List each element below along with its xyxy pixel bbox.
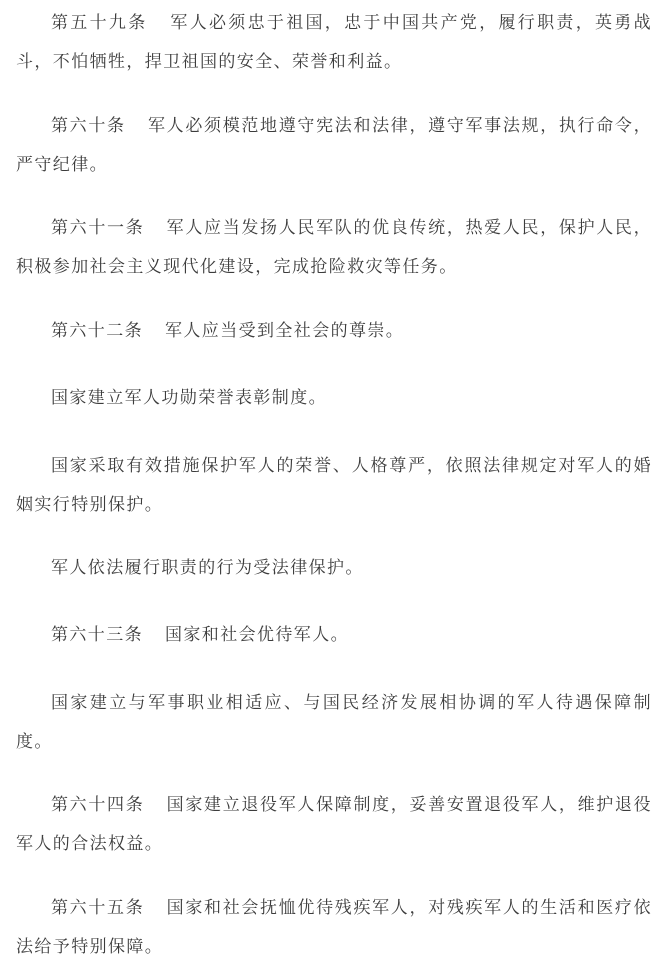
article-label: 第六十二条: [51, 321, 143, 341]
article-text: 军人必须模范地遵守宪法和法律，遵守军事法规，执行命令，严守纪律。: [16, 116, 652, 175]
clause-paragraph: [16, 549, 652, 588]
article-61-paragraph: [16, 209, 652, 287]
article-text: 国家建立退役军人保障制度，妥善安置退役军人，维护退役军人的合法权益。: [16, 795, 652, 854]
article-text: 军人应当受到全社会的尊崇。: [165, 321, 405, 341]
clause-paragraph: [16, 447, 652, 525]
article-63-paragraph: [16, 616, 652, 655]
article-64-paragraph: [16, 786, 652, 864]
article-text: 军人必须忠于祖国，忠于中国共产党，履行职责，英勇战斗，不怕牺牲，捍卫祖国的安全、荣誉和利益。: [16, 13, 652, 72]
article-label: 第六十四条: [51, 795, 145, 815]
clause-text: 国家建立与军事职业相适应、与国民经济发展相协调的军人待遇保障制度。: [16, 693, 652, 752]
article-text: 国家和社会抚恤优待残疾军人，对残疾军人的生活和医疗依法给予特别保障。: [16, 898, 652, 957]
clause-text: 军人依法履行职责的行为受法律保护。: [51, 558, 364, 578]
article-label: 第六十条: [51, 116, 126, 136]
clause-text: 国家采取有效措施保护军人的荣誉、人格尊严，依照法律规定对军人的婚姻实行特别保护。: [16, 456, 652, 515]
article-65-paragraph: [16, 889, 652, 967]
clause-paragraph: [16, 684, 652, 762]
clause-text: 国家建立军人功勋荣誉表彰制度。: [51, 388, 327, 408]
article-60-paragraph: [16, 107, 652, 185]
article-text: 军人应当发扬人民军队的优良传统，热爱人民，保护人民，积极参加社会主义现代化建设，完成抢险救灾等任务。: [16, 218, 652, 277]
clause-paragraph: [16, 379, 652, 418]
article-label: 第六十一条: [51, 218, 145, 238]
article-text: 国家和社会优待军人。: [165, 625, 349, 645]
article-label: 第五十九条: [51, 13, 148, 33]
article-62-paragraph: [16, 312, 652, 351]
article-label: 第六十五条: [51, 898, 145, 918]
article-label: 第六十三条: [51, 625, 143, 645]
article-59-paragraph: [16, 4, 652, 82]
